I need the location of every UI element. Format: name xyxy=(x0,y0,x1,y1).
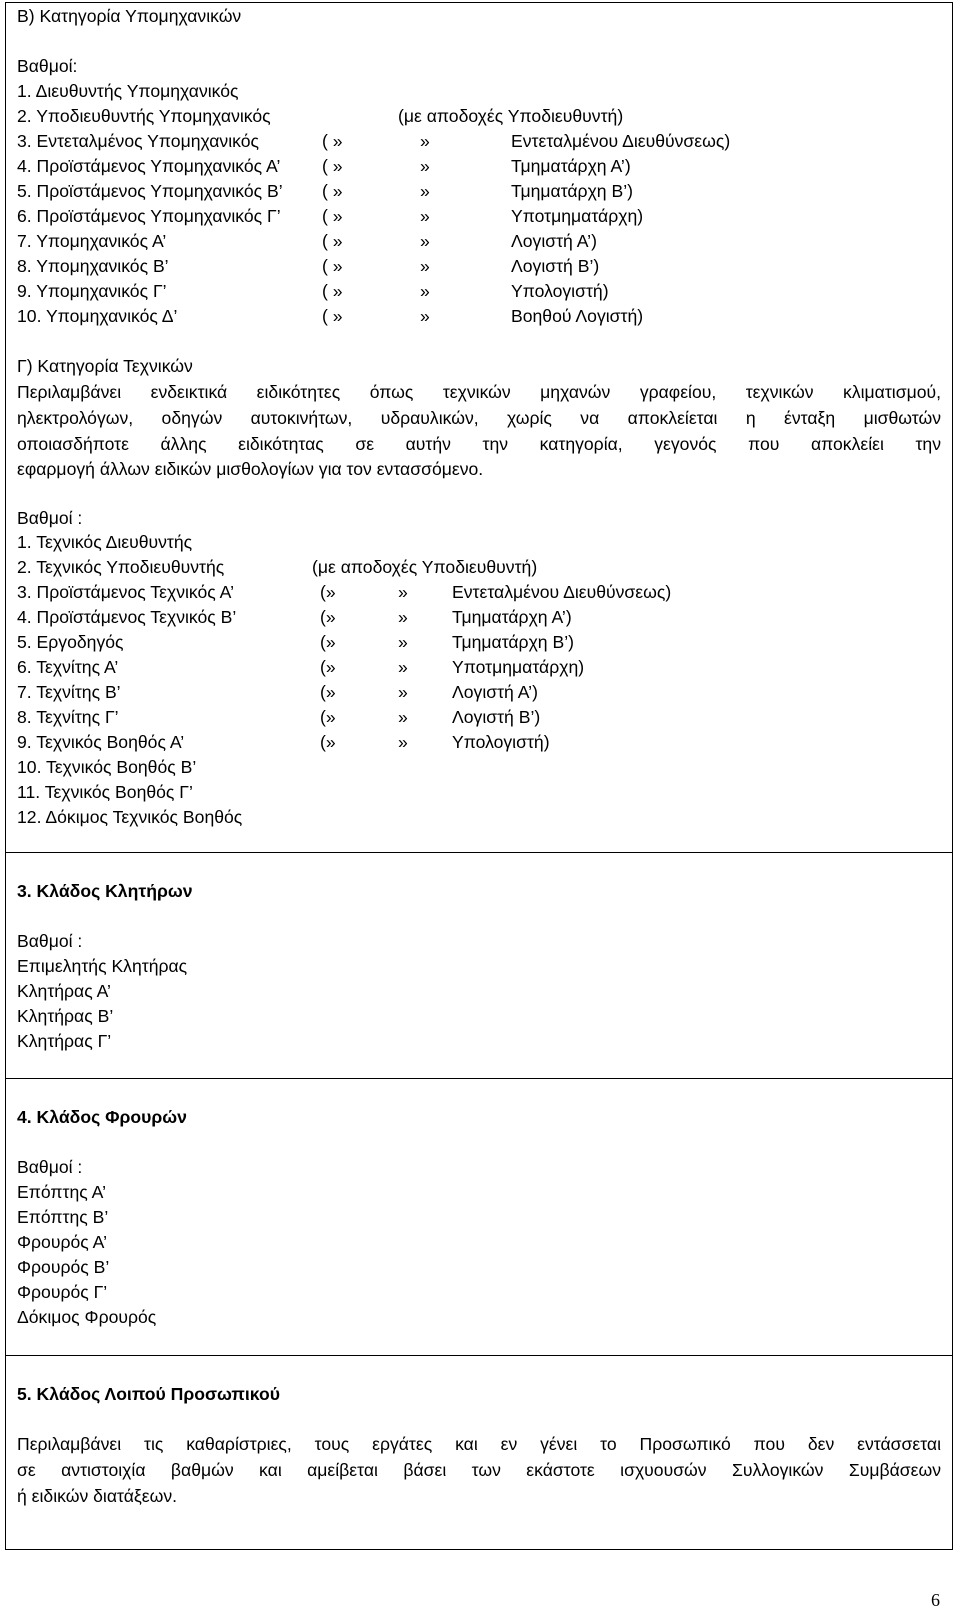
paragraph-line: οποιασδήποτε άλλης ειδικότητας σε αυτήν την κατηγορία, γεγονός που αποκλείει την xyxy=(17,433,941,454)
grade-item-ditto: ( » xyxy=(322,156,343,176)
grade-item-name: Φρουρός Γ’ xyxy=(17,1282,108,1302)
grade-item-name: 2. Τεχνικός Υποδιευθυντής xyxy=(17,557,225,577)
grade-item-name: 9. Υπομηχανικός Γ’ xyxy=(17,281,167,301)
section-3-title: 3. Κλάδος Κλητήρων xyxy=(17,881,193,901)
grade-item-name: Επόπτης Β’ xyxy=(17,1207,109,1227)
grade-item-ditto: » xyxy=(398,657,408,677)
grade-item-name: 6. Προϊστάμενος Υπομηχανικός Γ’ xyxy=(17,206,281,226)
paragraph-line: Περιλαμβάνει τις καθαρίστριες, τους εργάτες και εν γένει το Προσωπικό που δεν εντάσσεται xyxy=(17,1434,941,1454)
grade-item-name: 5. Εργοδηγός xyxy=(17,632,124,652)
grade-item-name: 2. Υποδιευθυντής Υπομηχανικός xyxy=(17,106,271,126)
grade-item-name: 10. Υπομηχανικός Δ’ xyxy=(17,306,178,326)
paragraph-line: εφαρμογή άλλων ειδικών μισθολογίων για τον εντασσόμενο. xyxy=(17,459,484,480)
section-g-title: Γ) Κατηγορία Τεχνικών xyxy=(17,356,193,376)
grade-item-equivalence: Εντεταλμένου Διευθύνσεως) xyxy=(511,131,731,151)
grade-item-equivalence: Υποτμηματάρχη) xyxy=(452,657,585,677)
grade-item-ditto: » xyxy=(420,231,430,251)
grade-item-equivalence: Λογιστή Α’) xyxy=(511,231,597,251)
grade-item-equivalence: (με αποδοχές Υποδιευθυντή) xyxy=(398,106,624,126)
grade-item-equivalence: Λογιστή Β’) xyxy=(511,256,600,276)
grade-item-ditto: » xyxy=(420,206,430,226)
section-b-grades-label: Βαθμοί: xyxy=(17,56,78,76)
grade-item-equivalence: Εντεταλμένου Διευθύνσεως) xyxy=(452,582,672,602)
grade-item-equivalence: Υπολογιστή) xyxy=(452,732,550,752)
grade-item-name: Επόπτης Α’ xyxy=(17,1182,107,1202)
grade-item-ditto: » xyxy=(398,582,408,602)
section-divider xyxy=(5,1078,953,1079)
grade-item-ditto: ( » xyxy=(322,256,343,276)
grade-item-ditto: ( » xyxy=(322,131,343,151)
paragraph-line: σε αντιστοιχία βαθμών και αμείβεται βάσει των εκάστοτε ισχυουσών Συλλογικών Συμβάσεων xyxy=(17,1459,941,1480)
grade-item-equivalence: Τμηματάρχη Α’) xyxy=(511,156,631,176)
grade-item-ditto: ( » xyxy=(322,206,343,226)
grade-item-name: 4. Προϊστάμενος Υπομηχανικός Α’ xyxy=(17,156,281,176)
grade-item-ditto: ( » xyxy=(322,181,343,201)
grade-item-name: 6. Τεχνίτης Α’ xyxy=(17,657,119,677)
section-divider xyxy=(5,852,953,853)
grade-item-ditto: » xyxy=(420,181,430,201)
grade-item-name: 9. Τεχνικός Βοηθός Α’ xyxy=(17,732,185,752)
section-b-title: Β) Κατηγορία Υπομηχανικών xyxy=(17,6,242,26)
section-g-grades-label: Βαθμοί : xyxy=(17,508,83,528)
section-3-grades-label: Βαθμοί : xyxy=(17,931,83,951)
grade-item-ditto: (» xyxy=(320,657,336,677)
grade-item-name: Κλητήρας Β’ xyxy=(17,1006,114,1026)
grade-item-equivalence: Τμηματάρχη Α’) xyxy=(452,607,572,627)
grade-item-ditto: ( » xyxy=(322,306,343,326)
grade-item-ditto: » xyxy=(420,306,430,326)
grade-item-ditto: » xyxy=(420,256,430,276)
grade-item-ditto: » xyxy=(420,156,430,176)
grade-item-ditto: » xyxy=(398,607,408,627)
grade-item-equivalence: Υπολογιστή) xyxy=(511,281,609,301)
grade-item-ditto: (» xyxy=(320,732,336,752)
grade-item-name: Κλητήρας Γ’ xyxy=(17,1031,112,1051)
grade-item-ditto: (» xyxy=(320,682,336,702)
grade-item-name: 5. Προϊστάμενος Υπομηχανικός Β’ xyxy=(17,181,283,201)
grade-item-ditto: » xyxy=(420,131,430,151)
grade-item-name: Επιμελητής Κλητήρας xyxy=(17,956,188,976)
grade-item-ditto: ( » xyxy=(322,281,343,301)
grade-item-equivalence: Βοηθού Λογιστή) xyxy=(511,306,644,326)
grade-item-equivalence: (με αποδοχές Υποδιευθυντή) xyxy=(312,557,538,577)
grade-item-name: Φρουρός Β’ xyxy=(17,1257,110,1277)
grade-item-equivalence: Λογιστή Α’) xyxy=(452,682,538,702)
grade-item-name: Φρουρός Α’ xyxy=(17,1232,107,1252)
grade-item-equivalence: Τμηματάρχη Β’) xyxy=(511,181,633,201)
paragraph-line: ή ειδικών διατάξεων. xyxy=(17,1485,178,1506)
grade-item-equivalence: Λογιστή Β’) xyxy=(452,707,541,727)
grade-item-ditto: » xyxy=(420,281,430,301)
paragraph-line: ηλεκτρολόγων, οδηγών αυτοκινήτων, υδραυλικών, χωρίς να αποκλείεται η ένταξη μισθωτών xyxy=(17,407,941,428)
grade-item-name: 1. Διευθυντής Υπομηχανικός xyxy=(17,81,239,101)
grade-item-name: 7. Υπομηχανικός Α’ xyxy=(17,231,167,251)
grade-item-name: Δόκιμος Φρουρός xyxy=(17,1307,157,1327)
grade-item-name: Κλητήρας Α’ xyxy=(17,981,111,1001)
grade-item-name: 10. Τεχνικός Βοηθός Β’ xyxy=(17,757,197,777)
grade-item-ditto: ( » xyxy=(322,231,343,251)
grade-item-equivalence: Τμηματάρχη Β’) xyxy=(452,632,574,652)
section-5-title: 5. Κλάδος Λοιπού Προσωπικού xyxy=(17,1384,280,1404)
section-divider xyxy=(5,1355,953,1356)
grade-item-ditto: (» xyxy=(320,607,336,627)
grade-item-name: 12. Δόκιμος Τεχνικός Βοηθός xyxy=(17,807,243,827)
grade-item-name: 3. Προϊστάμενος Τεχνικός Α’ xyxy=(17,582,235,602)
grade-item-ditto: (» xyxy=(320,632,336,652)
grade-item-equivalence: Υποτμηματάρχη) xyxy=(511,206,644,226)
page-number: 6 xyxy=(931,1590,940,1610)
paragraph-line: Περιλαμβάνει ενδεικτικά ειδικότητες όπως τεχνικών μηχανών γραφείου, τεχνικών κλιματισμού, xyxy=(17,382,941,402)
grade-item-name: 7. Τεχνίτης Β’ xyxy=(17,682,121,702)
grade-item-ditto: » xyxy=(398,682,408,702)
grade-item-name: 11. Τεχνικός Βοηθός Γ’ xyxy=(17,782,193,802)
grade-item-name: 8. Τεχνίτης Γ’ xyxy=(17,707,119,727)
grade-item-name: 4. Προϊστάμενος Τεχνικός Β’ xyxy=(17,607,237,627)
grade-item-name: 3. Εντεταλμένος Υπομηχανικός xyxy=(17,131,259,151)
grade-item-name: 8. Υπομηχανικός Β’ xyxy=(17,256,169,276)
grade-item-name: 1. Τεχνικός Διευθυντής xyxy=(17,532,193,552)
grade-item-ditto: » xyxy=(398,707,408,727)
section-4-title: 4. Κλάδος Φρουρών xyxy=(17,1107,187,1127)
section-4-grades-label: Βαθμοί : xyxy=(17,1157,83,1177)
grade-item-ditto: » xyxy=(398,632,408,652)
grade-item-ditto: (» xyxy=(320,582,336,602)
grade-item-ditto: » xyxy=(398,732,408,752)
grade-item-ditto: (» xyxy=(320,707,336,727)
